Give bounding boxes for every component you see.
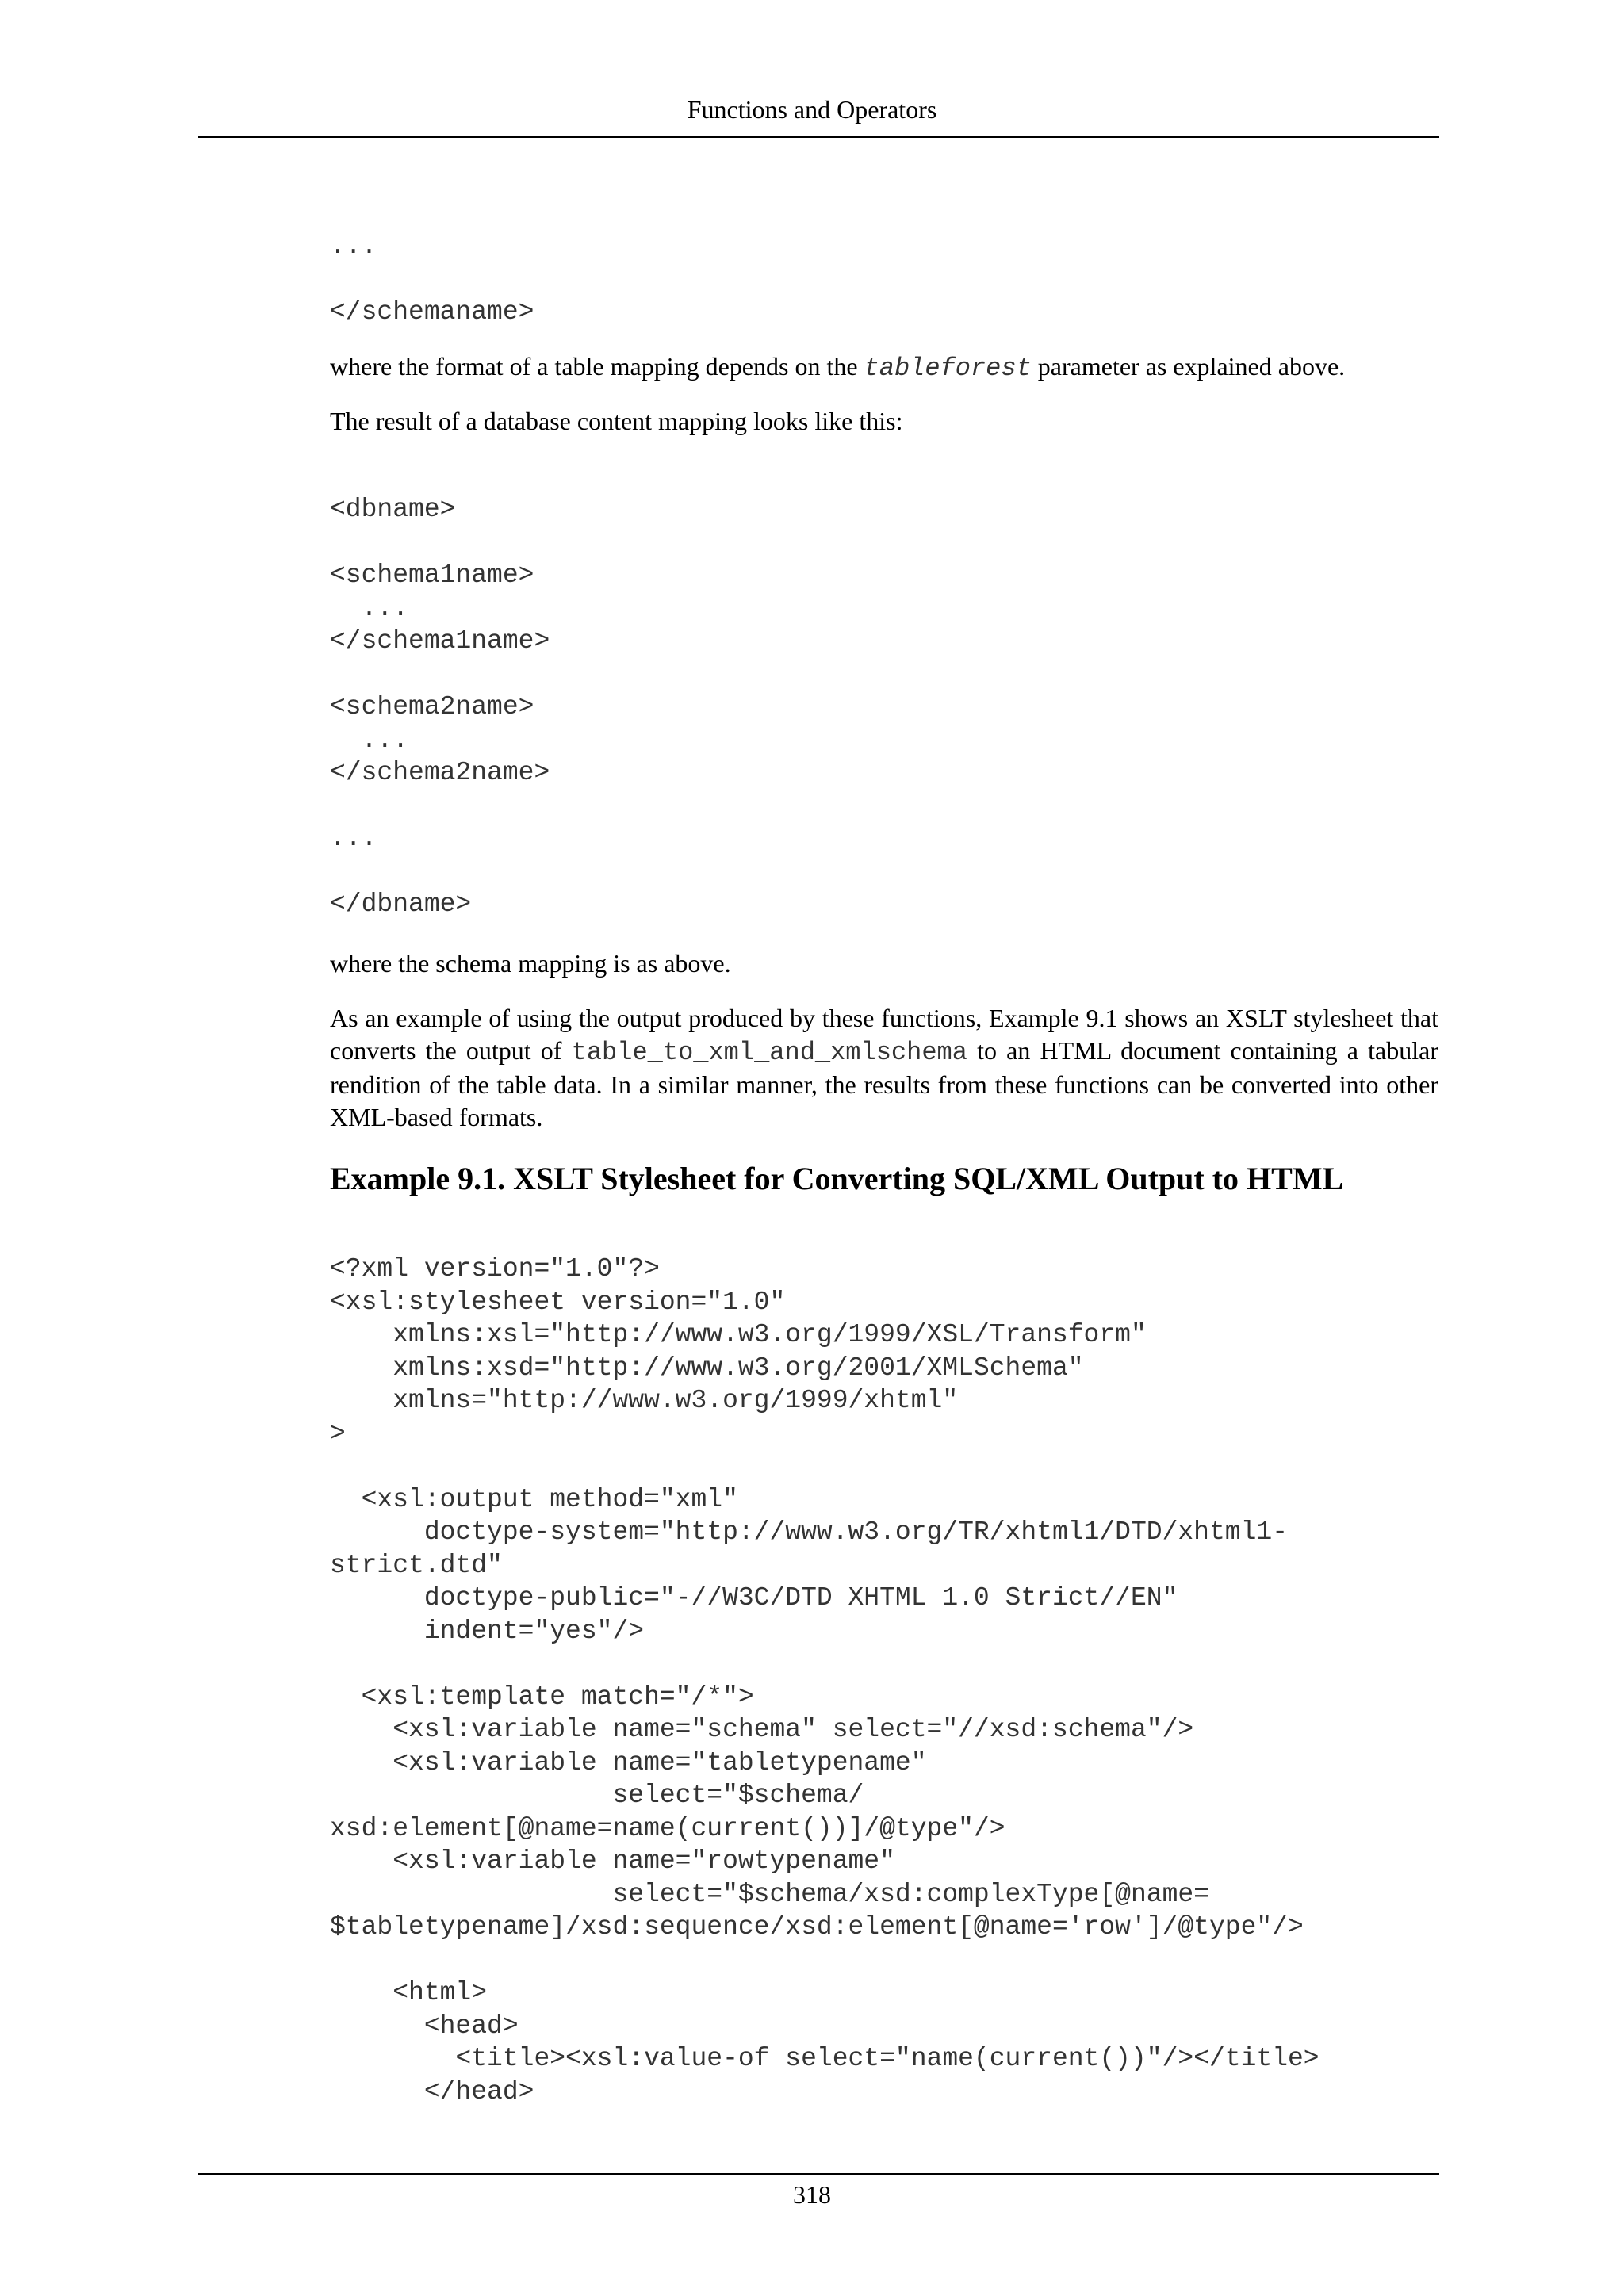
paragraph-database-mapping: The result of a database content mapping looks like this: xyxy=(330,407,903,435)
paragraph-text: where the format of a table mapping depends on the xyxy=(330,352,864,381)
code-block-xslt: <?xml version="1.0"?> <xsl:stylesheet version="1.0" xmlns:xsl="http://www.w3.org/1999/XSL/Transform" xmlns:xsd="http://www.w3.org/2001/XMLSchema" xmlns="http://www.w3.org/1999/xhtml" > <xsl:output method="xml" doctype-system="http://www.w3.org/TR/xhtml1/DTD/xhtml1- strict.dtd" doctype-public="-//W3C/DTD XHTML 1.0 Strict//EN" indent="yes"/> <xsl:template match="/*"> <xsl:variable name="schema" select="//xsd:schema"/> <xsl:variable name="tabletypename" select="$schema/ xsd:element[@name=name(current())]/@type"/> <xsl:variable name="rowtypename" select="$schema/xsd:complexType[@name= $tabletypename]/xsd:sequence/xsd:element[@name='row']/@type"/> <html> <head> <title><xsl:value-of select="name(current())"/></title> </head> xyxy=(330,1254,1320,2107)
code-block-schema-end: ... </schemaname> xyxy=(330,232,534,327)
example-heading: Example 9.1. XSLT Stylesheet for Converting SQL/XML Output to HTML xyxy=(330,1161,1344,1196)
page-number: 318 xyxy=(793,2180,831,2209)
code-block-dbname: <dbname> <schema1name> ... </schema1name> <schema2name> ... </schema2name> ... </dbname> xyxy=(330,495,550,919)
footer-divider xyxy=(198,2173,1439,2175)
paragraph-text: to an HTML document containing a tabular rendition of the table data. In a similar manner, the results from these functions can be converted into other XML-based formats. xyxy=(330,1036,1439,1131)
running-header: Functions and Operators xyxy=(687,95,937,124)
paragraph-table-mapping xyxy=(330,350,1438,385)
paragraph-text: As an example of using the output produced by these functions, Example 9.1 shows an XSLT stylesheet that converts the output of xyxy=(330,1004,1438,1065)
inline-code-function: table_to_xml_and_xmlschema xyxy=(571,1038,967,1067)
inline-code-tableforest: tableforest xyxy=(864,354,1032,383)
paragraph-example-intro xyxy=(330,1002,1438,1134)
paragraph-schema-mapping: where the schema mapping is as above. xyxy=(330,949,731,978)
paragraph-text: parameter as explained above. xyxy=(1031,352,1346,381)
header-divider xyxy=(198,136,1439,138)
